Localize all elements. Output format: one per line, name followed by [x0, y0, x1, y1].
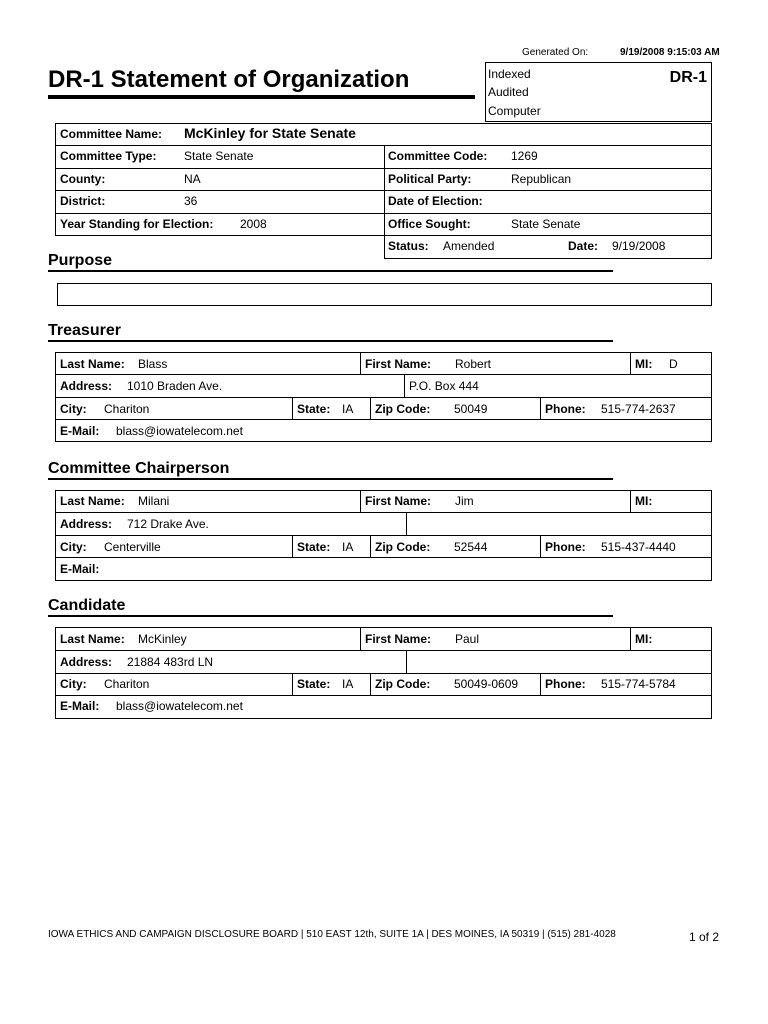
committee-name-label: Committee Name:: [60, 127, 163, 141]
candidate-city-value: Chariton: [104, 677, 150, 691]
status-label: Status:: [388, 239, 429, 253]
page-title: DR-1 Statement of Organization: [48, 66, 410, 93]
year-value: 2008: [240, 217, 267, 231]
chair-address-label: Address:: [60, 517, 113, 531]
status-value: Amended: [443, 239, 495, 253]
date-value: 9/19/2008: [612, 239, 666, 253]
candidate-zip-label: Zip Code:: [375, 677, 431, 691]
candidate-city-label: City:: [60, 677, 87, 691]
treasurer-city-value: Chariton: [104, 402, 150, 416]
committee-name-value: McKinley for State Senate: [184, 125, 356, 141]
chair-state-value: IA: [342, 540, 354, 554]
treasurer-address-label: Address:: [60, 379, 113, 393]
county-label: County:: [60, 172, 106, 186]
candidate-email-value: blass@iowatelecom.net: [116, 699, 243, 713]
committee-code-label: Committee Code:: [388, 149, 488, 163]
year-label: Year Standing for Election:: [60, 217, 214, 231]
district-label: District:: [60, 194, 106, 208]
treasurer-address-value: 1010 Braden Ave.: [127, 379, 223, 393]
district-value: 36: [184, 194, 198, 208]
candidate-last-value: McKinley: [138, 632, 187, 646]
chair-email-label: E-Mail:: [60, 562, 100, 576]
party-value: Republican: [511, 172, 572, 186]
treasurer-state-label: State:: [297, 402, 331, 416]
candidate-address-value: 21884 483rd LN: [127, 655, 214, 669]
treasurer-email-value: blass@iowatelecom.net: [116, 424, 243, 438]
treasurer-address2-value: P.O. Box 444: [409, 379, 479, 393]
chair-last-label: Last Name:: [60, 494, 125, 508]
chair-address-value: 712 Drake Ave.: [127, 517, 209, 531]
date-label: Date:: [568, 239, 599, 253]
candidate-phone-label: Phone:: [545, 677, 586, 691]
candidate-mi-label: MI:: [635, 632, 653, 646]
candidate-heading: Candidate: [48, 597, 126, 614]
candidate-state-value: IA: [342, 677, 354, 691]
candidate-first-label: First Name:: [365, 632, 432, 646]
office-label: Office Sought:: [388, 217, 471, 231]
treasurer-heading: Treasurer: [48, 322, 121, 339]
treasurer-mi-label: MI:: [635, 357, 653, 371]
chair-state-label: State:: [297, 540, 331, 554]
chair-phone-label: Phone:: [545, 540, 586, 554]
chair-zip-value: 52544: [454, 540, 488, 554]
chair-city-label: City:: [60, 540, 87, 554]
committee-type-value: State Senate: [184, 149, 254, 163]
candidate-address-label: Address:: [60, 655, 113, 669]
form-code: DR-1: [669, 69, 707, 86]
chair-rule: [48, 478, 613, 480]
treasurer-last-label: Last Name:: [60, 357, 125, 371]
treasurer-rule: [48, 340, 613, 342]
purpose-rule: [48, 270, 613, 272]
chair-heading: Committee Chairperson: [48, 460, 230, 477]
treasurer-last-value: Blass: [138, 357, 168, 371]
footer-text: IOWA ETHICS AND CAMPAIGN DISCLOSURE BOARD | 510 EAST 12th, SUITE 1A | DES MOINES, IA 50319 | (515) 281-4028: [48, 929, 616, 940]
computer-label: Computer: [488, 104, 541, 118]
purpose-box: [57, 283, 712, 306]
audited-label: Audited: [488, 85, 529, 99]
treasurer-phone-value: 515-774-2637: [601, 402, 676, 416]
chair-last-value: Milani: [138, 494, 170, 508]
candidate-first-value: Paul: [455, 632, 480, 646]
candidate-last-label: Last Name:: [60, 632, 125, 646]
chair-zip-label: Zip Code:: [375, 540, 431, 554]
treasurer-zip-label: Zip Code:: [375, 402, 431, 416]
treasurer-first-value: Robert: [455, 357, 492, 371]
title-rule: [48, 95, 475, 99]
treasurer-phone-label: Phone:: [545, 402, 586, 416]
county-value: NA: [184, 172, 201, 186]
committee-code-value: 1269: [511, 149, 538, 163]
indexed-label: Indexed: [488, 67, 531, 81]
chair-phone-value: 515-437-4440: [601, 540, 676, 554]
treasurer-city-label: City:: [60, 402, 87, 416]
office-use-box: [485, 62, 712, 122]
purpose-heading: Purpose: [48, 252, 113, 269]
committee-type-label: Committee Type:: [60, 149, 157, 163]
treasurer-first-label: First Name:: [365, 357, 432, 371]
chair-first-value: Jim: [455, 494, 474, 508]
treasurer-mi-value: D: [669, 357, 678, 371]
page-number: 1 of 2: [689, 930, 720, 944]
candidate-zip-value: 50049-0609: [454, 677, 519, 691]
election-date-label: Date of Election:: [388, 194, 483, 208]
candidate-email-label: E-Mail:: [60, 699, 100, 713]
treasurer-state-value: IA: [342, 402, 354, 416]
chair-city-value: Centerville: [104, 540, 161, 554]
party-label: Political Party:: [388, 172, 472, 186]
generated-value: 9/19/2008 9:15:03 AM: [620, 47, 720, 58]
office-value: State Senate: [511, 217, 581, 231]
candidate-state-label: State:: [297, 677, 331, 691]
candidate-phone-value: 515-774-5784: [601, 677, 676, 691]
treasurer-zip-value: 50049: [454, 402, 488, 416]
candidate-rule: [48, 615, 613, 617]
generated-label: Generated On:: [522, 47, 589, 58]
chair-first-label: First Name:: [365, 494, 432, 508]
chair-mi-label: MI:: [635, 494, 653, 508]
treasurer-email-label: E-Mail:: [60, 424, 100, 438]
